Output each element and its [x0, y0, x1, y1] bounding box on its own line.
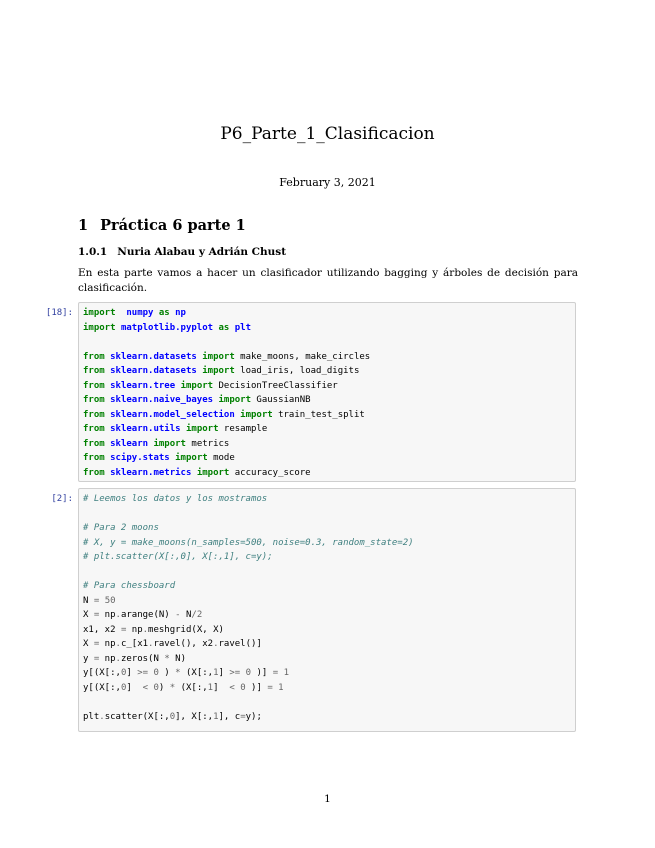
code-token: )	[158, 668, 176, 678]
code-token: .	[142, 624, 149, 635]
code-token: np	[99, 610, 116, 620]
code-token: N	[180, 610, 192, 620]
code-token: N	[83, 595, 94, 606]
code-token: =	[267, 682, 273, 693]
code-token: from	[83, 453, 105, 463]
code-token: 0	[153, 682, 159, 693]
code-line	[83, 306, 572, 321]
code-token: from	[83, 366, 105, 376]
code-token: -	[175, 610, 181, 620]
code-token: .	[148, 639, 154, 649]
code-token: import	[175, 453, 208, 463]
code-token	[116, 308, 127, 318]
code-token: 1	[207, 682, 214, 693]
code-input[interactable]	[83, 306, 572, 480]
code-token: as	[158, 308, 170, 318]
code-token: np	[126, 624, 143, 635]
code-token: ]	[126, 682, 143, 693]
code-token: import	[202, 366, 235, 376]
code-token: 50	[104, 595, 116, 606]
code-token: 0	[169, 711, 176, 722]
code-line	[83, 565, 572, 580]
code-line	[83, 437, 572, 452]
code-token: sklearn.utils	[110, 424, 181, 434]
code-token: =	[93, 639, 100, 649]
code-token: sklearn	[110, 438, 149, 449]
cell-prompt: [18]:	[45, 308, 73, 318]
code-line	[83, 379, 572, 394]
code-token: 2	[196, 610, 203, 620]
code-token: *	[175, 668, 181, 678]
code-token: accuracy_score	[229, 467, 311, 478]
code-token: =	[120, 624, 127, 635]
code-token: import	[153, 438, 186, 449]
code-line	[83, 393, 572, 408]
code-token: import	[83, 322, 116, 333]
code-token: 1	[278, 682, 284, 693]
intro-paragraph: En esta parte vamos a hacer un clasificador utilizando bagging y árboles de decisión para clasificación.	[78, 267, 578, 294]
code-token: 0	[120, 682, 127, 693]
code-token: ]	[218, 668, 230, 678]
code-token: =	[240, 711, 246, 722]
code-token: 1	[213, 711, 219, 722]
code-cell[interactable]	[78, 488, 576, 732]
code-token: y[(X[:,	[83, 668, 121, 678]
code-line	[83, 608, 572, 623]
code-line	[83, 681, 572, 696]
code-token: X	[83, 639, 94, 649]
code-token: resample	[218, 424, 268, 434]
code-line	[83, 666, 572, 681]
code-token: .	[213, 639, 219, 649]
code-token: # plt.scatter(X[:,0], X[:,1], c=y);	[83, 552, 273, 562]
code-token: scipy.stats	[110, 453, 170, 463]
code-line	[83, 451, 572, 466]
code-line	[83, 579, 572, 594]
code-token: numpy	[126, 308, 154, 318]
code-token: )	[158, 682, 170, 693]
code-token: plt	[234, 322, 252, 333]
code-token: # X, y = make_moons(n_samples=500, noise=0.3, random_state=2)	[83, 537, 414, 548]
section-number: 1	[78, 217, 89, 234]
code-token: /	[191, 610, 197, 620]
code-token: 1	[283, 668, 289, 678]
code-token: from	[83, 395, 105, 405]
code-token: sklearn.datasets	[110, 351, 197, 362]
document-date: February 3, 2021	[279, 176, 376, 189]
code-line	[83, 350, 572, 365]
code-token: meshgrid(X, X)	[148, 624, 224, 635]
code-line	[83, 521, 572, 536]
code-token: y);	[245, 711, 262, 722]
code-token: train_test_split	[272, 409, 365, 420]
code-line	[83, 507, 572, 522]
section-heading	[78, 217, 246, 234]
code-token: import	[240, 409, 273, 420]
code-cell[interactable]	[78, 302, 576, 482]
code-line	[83, 422, 572, 437]
section-title: Práctica 6 parte 1	[100, 217, 246, 234]
code-token: np	[99, 653, 116, 664]
code-token: from	[83, 467, 105, 478]
code-token: <	[142, 682, 149, 693]
code-token: plt	[83, 711, 100, 722]
code-token: sklearn.naive_bayes	[110, 395, 214, 405]
code-token: metrics	[185, 438, 230, 449]
document-title: P6_Parte_1_Clasificacion	[220, 124, 435, 144]
code-token: (X[:,	[175, 682, 208, 693]
code-token: sklearn.metrics	[110, 467, 192, 478]
code-line	[83, 408, 572, 423]
code-token: *	[169, 682, 176, 693]
code-line	[83, 536, 572, 551]
code-token: # Para 2 moons	[83, 523, 159, 533]
code-token: N)	[169, 653, 186, 664]
code-token: from	[83, 424, 105, 434]
code-token: (X[:,	[180, 668, 214, 678]
code-token: import	[185, 424, 219, 434]
code-line	[83, 321, 572, 336]
code-line	[83, 710, 572, 725]
code-token: np	[99, 639, 116, 649]
code-token: mode	[207, 453, 235, 463]
code-token: ravel(), x2	[153, 639, 214, 649]
code-token: <	[229, 682, 235, 693]
code-token: # Para chessboard	[83, 581, 176, 591]
code-token: sklearn.model_selection	[110, 409, 235, 420]
code-token: as	[218, 322, 230, 333]
code-token: 0	[153, 668, 159, 678]
code-token: =	[93, 653, 100, 664]
code-token: X	[83, 610, 94, 620]
code-token: x1, x2	[83, 624, 121, 635]
code-line	[83, 623, 572, 638]
code-token: .	[115, 653, 121, 664]
code-token: *	[164, 653, 170, 664]
code-token: y[(X[:,	[83, 682, 121, 693]
code-line	[83, 466, 572, 481]
code-input[interactable]	[83, 492, 572, 724]
code-line	[83, 550, 572, 565]
code-line	[83, 492, 572, 507]
code-token: scatter(X[:,	[104, 711, 170, 722]
subsection-heading	[78, 246, 286, 258]
code-token: )]	[251, 668, 273, 678]
code-token: import	[202, 351, 235, 362]
code-token: =	[93, 595, 100, 606]
code-token: >=	[137, 668, 149, 678]
code-token: y	[83, 653, 94, 664]
code-token: from	[83, 438, 105, 449]
code-line	[83, 364, 572, 379]
subsection-number: 1.0.1	[78, 246, 108, 258]
code-token: )]	[245, 682, 268, 693]
code-token: .	[115, 610, 121, 620]
code-line	[83, 594, 572, 609]
code-token: ], c	[218, 711, 241, 722]
code-token: matplotlib.pyplot	[120, 322, 214, 333]
code-token: GaussianNB	[251, 395, 311, 405]
code-token: .	[99, 711, 105, 722]
code-token: ]	[126, 668, 138, 678]
code-line	[83, 652, 572, 667]
code-token: import	[196, 467, 230, 478]
code-token: load_iris, load_digits	[234, 366, 360, 376]
code-token: import	[83, 308, 116, 318]
code-token: from	[83, 409, 105, 420]
code-token: =	[93, 610, 100, 620]
code-token: sklearn.datasets	[110, 366, 197, 376]
code-token: DecisionTreeClassifier	[213, 380, 338, 391]
code-token: import	[218, 395, 251, 405]
code-token: from	[83, 351, 105, 362]
code-token: 0	[245, 668, 252, 678]
code-token: ravel()]	[218, 639, 262, 649]
code-token: >=	[229, 668, 241, 678]
subsection-title: Nuria Alabau y Adrián Chust	[117, 246, 287, 258]
code-line	[83, 637, 572, 652]
code-token: zeros(N	[120, 653, 165, 664]
code-token: arange(N)	[120, 610, 176, 620]
page-number: 1	[324, 793, 331, 805]
code-token: sklearn.tree	[110, 380, 176, 391]
code-token: from	[83, 380, 105, 391]
code-token: 0	[120, 668, 127, 678]
code-token: # Leemos los datos y los mostramos	[83, 494, 268, 504]
code-token: import	[180, 380, 214, 391]
code-token: np	[175, 308, 186, 318]
code-token: make_moons, make_circles	[234, 351, 371, 362]
code-token: .	[115, 639, 121, 649]
code-token: 1	[213, 668, 219, 678]
code-line	[83, 335, 572, 350]
code-line	[83, 695, 572, 710]
code-token: =	[272, 668, 279, 678]
cell-prompt: [2]:	[51, 494, 73, 504]
code-token: ]	[213, 682, 230, 693]
code-token: ], X[:,	[175, 711, 214, 722]
code-token: 0	[240, 682, 246, 693]
code-token: c_[x1	[120, 639, 149, 649]
